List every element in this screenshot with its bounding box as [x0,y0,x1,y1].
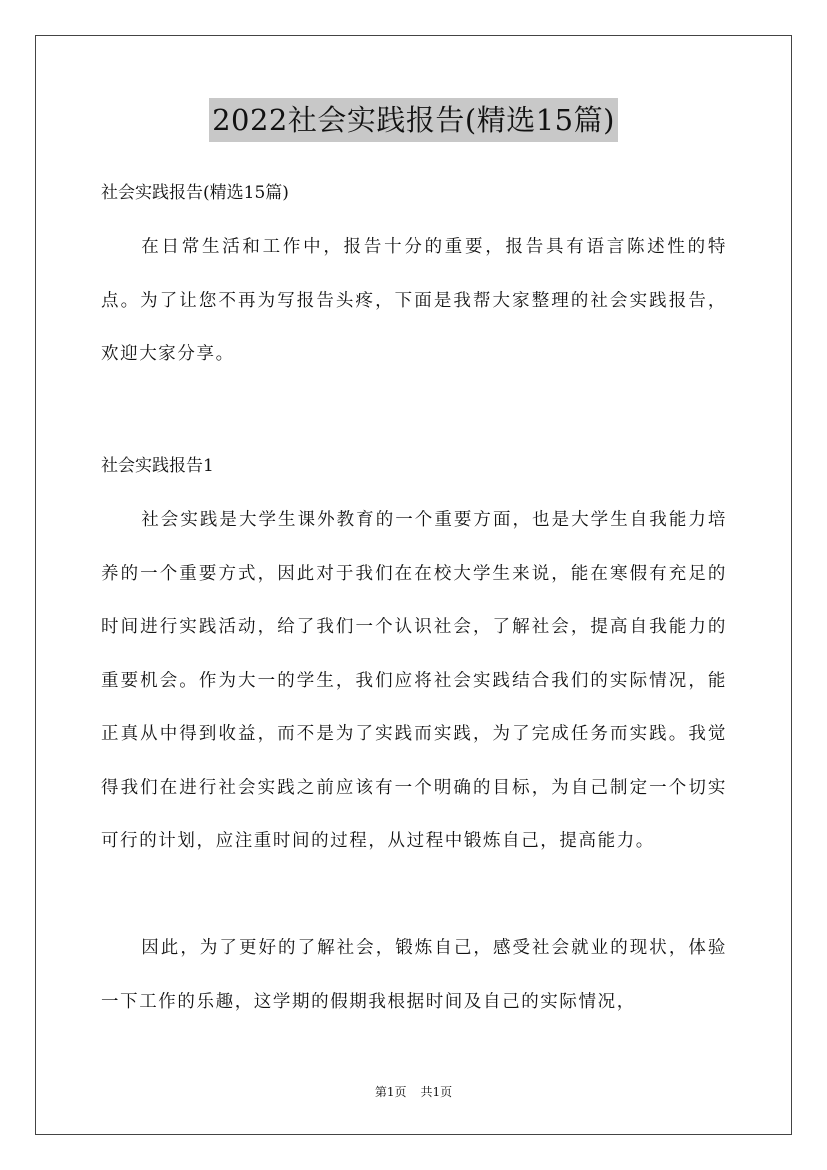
body-paragraph-2: 因此，为了更好的了解社会，锻炼自己，感受社会就业的现状，体验一下工作的乐趣，这学期的假期我根据时间及自己的实际情况， [101,938,727,1012]
intro-paragraph: 在日常生活和工作中，报告十分的重要，报告具有语言陈述性的特点。为了让您不再为写报告头疼，下面是我帮大家整理的社会实践报告，欢迎大家分享。 [101,237,727,364]
body-paragraph-1: 社会实践是大学生课外教育的一个重要方面，也是大学生自我能力培养的一个重要方式，因此对于我们在在校大学生来说，能在寒假有充足的时间进行实践活动，给了我们一个认识社会，了解社会，提高自我能力的重要机会。作为大一的学生，我们应将社会实践结合我们的实际情况，能正真从中得到收益，而不是为了实践而实践，为了完成任务而实践。我觉得我们在进行社会实践之前应该有一个明确的目标，为自己制定一个切实可行的计划，应注重时间的过程，从过程中锻炼自己，提高能力。 [101,510,727,851]
page-number: 第1页 [374,1085,407,1099]
document-title: 2022社会实践报告(精选15篇) [209,98,618,142]
document-subtitle: 社会实践报告(精选15篇) [101,183,289,203]
page-total: 共1页 [420,1085,453,1099]
page-footer [0,1083,827,1101]
title-container [0,98,827,142]
section-heading: 社会实践报告1 [101,456,214,476]
